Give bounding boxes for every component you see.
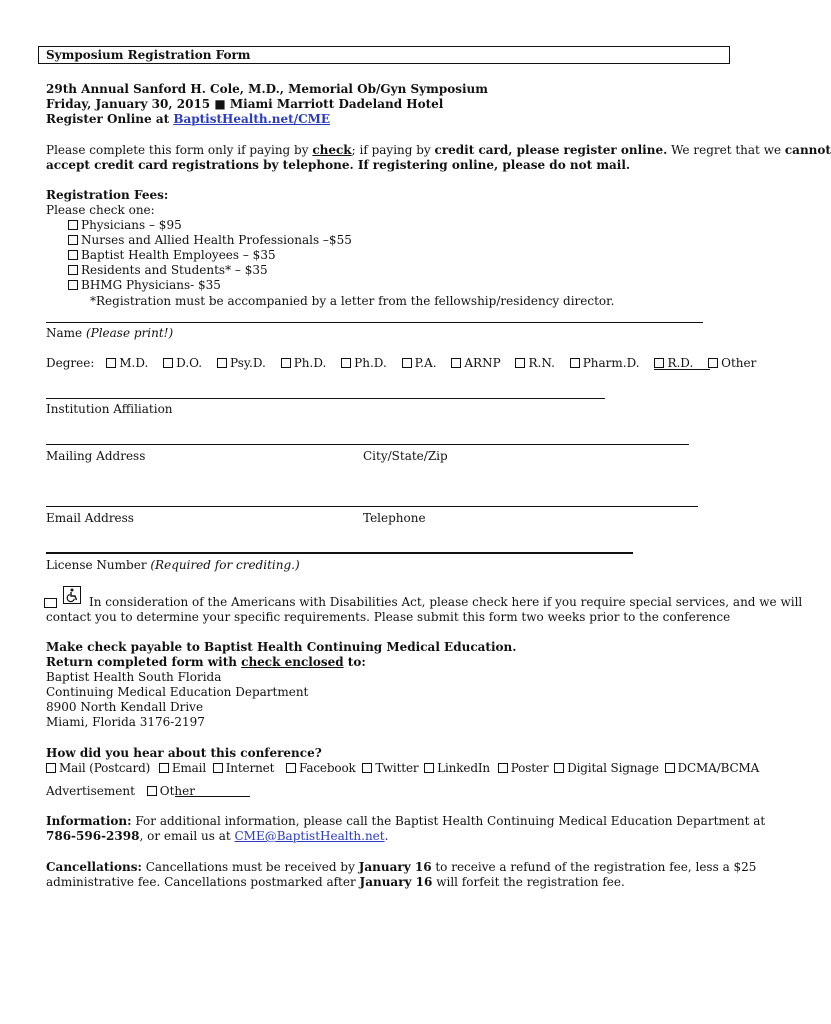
event-venue: Miami Marriott Dadeland Hotel (229, 97, 444, 111)
form-title: Symposium Registration Form (38, 46, 730, 64)
ada-text-line1: In consideration of the Americans with Disabilities Act, please check here if you require special services, and we will (89, 595, 803, 609)
degree-option-phd[interactable] (281, 356, 327, 370)
instructions-line2: accept credit card registrations by telephone. If registering online, please do not mail. (46, 158, 631, 172)
license-label-text: License Number (46, 558, 151, 572)
fees-footnote: *Registration must be accompanied by a letter from the fellowship/residency director. (90, 294, 615, 308)
name-label-text: Name (46, 326, 86, 340)
address-line: Continuing Medical Education Department (46, 685, 309, 699)
return-check-enclosed: check enclosed (241, 655, 344, 669)
degree-option-psyd[interactable] (217, 356, 266, 370)
event-date-venue (46, 97, 443, 112)
cancellations-date: January 16 (359, 875, 433, 889)
degree-option-phd-2[interactable] (341, 356, 387, 370)
degree-label-text: Ph.D. (293, 356, 327, 370)
hear-option-advertisement[interactable]: Advertisement (46, 784, 135, 798)
checkbox[interactable] (362, 763, 372, 773)
checkbox[interactable] (68, 220, 78, 230)
checkbox[interactable] (163, 358, 173, 368)
register-online (46, 112, 330, 127)
name-hint: (Please print!) (85, 326, 174, 340)
fee-option-employees[interactable] (68, 248, 276, 263)
checkbox[interactable] (68, 265, 78, 275)
checkbox[interactable] (498, 763, 508, 773)
license-input-line[interactable] (46, 552, 633, 554)
fee-option-physicians[interactable] (68, 218, 182, 233)
information-email-link[interactable]: CME@BaptistHealth.net (234, 829, 385, 843)
degree-option-other[interactable] (708, 356, 756, 370)
return-prefix: Return completed form with (46, 655, 242, 669)
degree-row (46, 356, 756, 371)
degree-label-text: Pharm.D. (582, 356, 640, 370)
hear-label: LinkedIn (437, 761, 491, 775)
telephone-label: Telephone (363, 511, 426, 525)
cancellations-line1 (46, 860, 756, 875)
degree-option-md[interactable] (106, 356, 148, 370)
fee-option-residents[interactable] (68, 263, 268, 278)
degree-option-pa[interactable] (402, 356, 437, 370)
fee-label: Physicians – $95 (81, 218, 182, 232)
instr-check-word: check (312, 143, 352, 157)
hear-label: Digital Signage (567, 761, 659, 775)
return-suffix: to: (343, 655, 366, 669)
checkbox[interactable] (451, 358, 461, 368)
checkbox[interactable] (515, 358, 525, 368)
hear-label: Email (171, 761, 207, 775)
instr-text: We regret that we (667, 143, 785, 157)
checkbox[interactable] (402, 358, 412, 368)
name-input-line[interactable] (46, 322, 703, 323)
license-hint: (Required for crediting.) (150, 558, 300, 572)
checkbox[interactable] (281, 358, 291, 368)
instr-text: Please complete this form only if paying by (46, 143, 313, 157)
wheelchair-icon (63, 586, 81, 604)
checkbox[interactable] (554, 763, 564, 773)
checkbox[interactable] (708, 358, 718, 368)
checkbox[interactable] (159, 763, 169, 773)
hear-option-internet[interactable] (213, 761, 275, 775)
license-label (46, 558, 300, 573)
hear-row2 (46, 784, 195, 799)
hear-label: Other (159, 784, 195, 798)
cancellations-text: administrative fee. Cancellations postmarked after (46, 875, 360, 889)
degree-option-pharmd[interactable] (570, 356, 640, 370)
name-label (46, 326, 173, 341)
cancellations-label: Cancellations: (46, 860, 142, 874)
hear-label: Poster (510, 761, 549, 775)
checkbox[interactable] (570, 358, 580, 368)
information-text: , or email us at (139, 829, 235, 843)
hear-label: Internet (225, 761, 275, 775)
hear-label: DCMA/BCMA (677, 761, 760, 775)
instructions-line1 (46, 143, 831, 158)
checkbox[interactable] (654, 358, 664, 368)
hear-label: Mail (Postcard) (59, 761, 151, 775)
instr-cannot: cannot (784, 143, 831, 157)
address-line: Baptist Health South Florida (46, 670, 222, 684)
hear-label: Facebook (298, 761, 356, 775)
fee-label: Nurses and Allied Health Professionals –$55 (81, 233, 352, 247)
cancellations-text: Cancellations must be received by (141, 860, 359, 874)
cancellations-line2 (46, 875, 625, 890)
fee-label: Residents and Students* – $35 (81, 263, 268, 277)
return-text (46, 655, 366, 670)
checkbox[interactable] (68, 280, 78, 290)
degree-option-arnp[interactable] (451, 356, 500, 370)
instr-credit: credit card, please register online. (434, 143, 668, 157)
degree-label-text: R.D. (667, 356, 694, 370)
degree-label-text: Ph.D. (354, 356, 387, 370)
information-phone: 786-596-2398 (46, 829, 140, 843)
degree-option-rd[interactable] (654, 356, 693, 370)
email-label: Email Address (46, 511, 134, 525)
ada-text-line2: contact you to determine your specific requirements. Please submit this form two weeks prior to the conference (46, 610, 731, 624)
information-text: For additional information, please call the Baptist Health Continuing Medical Education Department at (131, 814, 766, 828)
hear-other-input-line[interactable] (175, 796, 250, 797)
checkbox[interactable] (106, 358, 116, 368)
event-date: Friday, January 30, 2015 (46, 97, 211, 111)
fee-option-nurses[interactable] (68, 233, 352, 248)
cancellations-date: January 16 (358, 860, 432, 874)
degree-option-do[interactable] (163, 356, 202, 370)
information-line2 (46, 829, 388, 844)
address-line: Miami, Florida 3176-2197 (46, 715, 205, 729)
cancellations-text: to receive a refund of the registration fee, less a $25 (431, 860, 757, 874)
event-name: 29th Annual Sanford H. Cole, M.D., Memorial Ob/Gyn Symposium (46, 82, 488, 96)
degree-label-text: ARNP (464, 356, 501, 370)
checkbox[interactable] (147, 786, 157, 796)
checkbox[interactable] (68, 250, 78, 260)
payable-text: Make check payable to Baptist Health Continuing Medical Education. (46, 640, 517, 654)
checkbox[interactable] (46, 763, 56, 773)
checkbox[interactable] (424, 763, 434, 773)
hear-options-row (46, 761, 759, 776)
institution-label: Institution Affiliation (46, 402, 173, 416)
checkbox[interactable] (341, 358, 351, 368)
hear-question: How did you hear about this conference? (46, 746, 322, 760)
checkbox[interactable] (217, 358, 227, 368)
city-state-zip-label: City/State/Zip (363, 449, 448, 463)
hear-option-digital-signage[interactable] (554, 761, 659, 775)
email-input-line[interactable] (46, 506, 698, 507)
hear-label: Twitter (375, 761, 419, 775)
hear-option-mail[interactable] (46, 761, 150, 775)
degree-label-text: R.N. (528, 356, 555, 370)
instr-text: ; if paying by (351, 143, 435, 157)
mailing-input-line[interactable] (46, 444, 689, 445)
mailing-label: Mailing Address (46, 449, 146, 463)
register-prefix: Register Online at (46, 112, 174, 126)
checkbox[interactable] (213, 763, 223, 773)
degree-label-text: Other (721, 356, 757, 370)
cancellations-text: will forfeit the registration fee. (432, 875, 625, 889)
degree-other-input-line[interactable] (654, 369, 710, 370)
degree-label-text: Psy.D. (229, 356, 266, 370)
register-link[interactable]: BaptistHealth.net/CME (173, 112, 331, 126)
hear-option-linkedin[interactable] (424, 761, 490, 775)
fee-label: Baptist Health Employees – $35 (81, 248, 276, 262)
information-label: Information: (46, 814, 132, 828)
degree-label-text: P.A. (414, 356, 437, 370)
fees-check-one: Please check one: (46, 203, 155, 217)
hear-option-dcma-bcma[interactable] (665, 761, 760, 775)
fee-label: BHMG Physicians- $35 (81, 278, 221, 292)
hear-option-twitter[interactable] (362, 761, 418, 775)
degree-option-rn[interactable] (515, 356, 554, 370)
information-line1 (46, 814, 765, 829)
degree-label-text: M.D. (119, 356, 149, 370)
hear-option-poster[interactable] (498, 761, 549, 775)
ada-checkbox[interactable] (44, 598, 57, 608)
degree-label-text: D.O. (176, 356, 203, 370)
bullet-separator: ■ (214, 97, 226, 111)
checkbox[interactable] (68, 235, 78, 245)
fee-option-bhmg[interactable] (68, 278, 221, 293)
institution-input-line[interactable] (46, 398, 605, 399)
hear-option-email[interactable] (159, 761, 206, 775)
information-end: . (384, 829, 389, 843)
checkbox[interactable] (665, 763, 675, 773)
hear-option-facebook[interactable] (286, 761, 356, 775)
checkbox[interactable] (286, 763, 296, 773)
fees-heading: Registration Fees: (46, 188, 169, 202)
degree-label: Degree: (46, 356, 95, 370)
address-line: 8900 North Kendall Drive (46, 700, 204, 714)
